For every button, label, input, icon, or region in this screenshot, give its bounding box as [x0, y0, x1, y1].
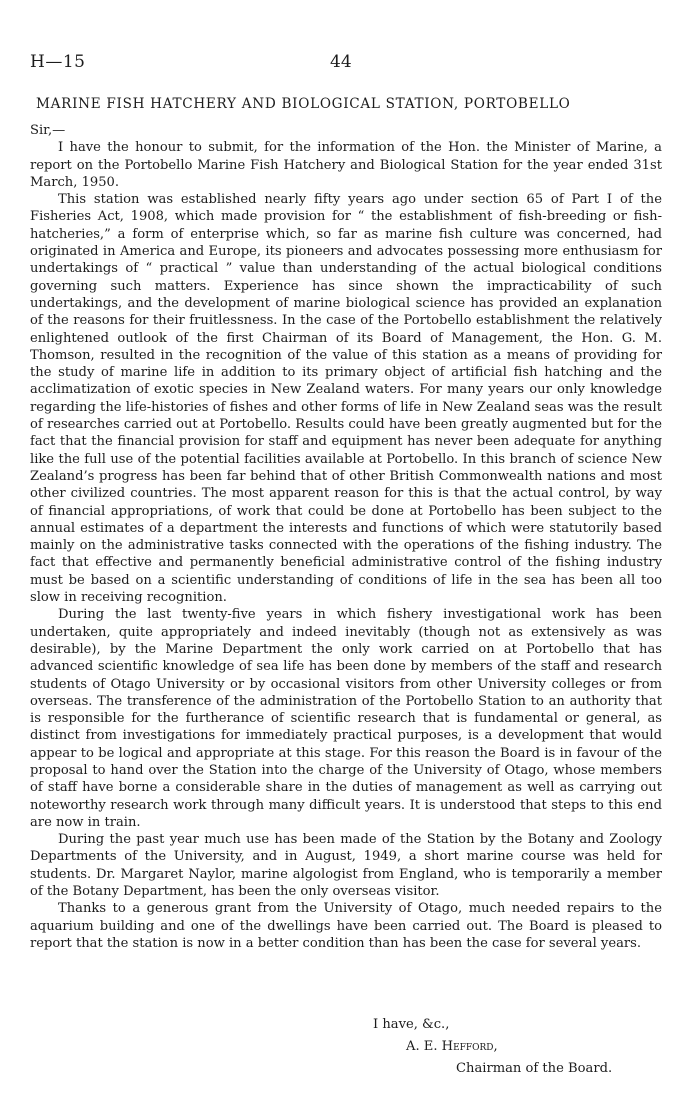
paragraph: This station was established nearly fifty years ago under section 65 of Part I of the Fisheries Act, 1908, which made provision for “ the establishment of fish-breeding or fish-hatcheries,” a form of enterprise which, so far as marine fish culture was concerned, had originated in America and Europe, its pioneers and advocates possessing more enthusiasm for undertakings of “ practical ” value than understanding of the actual biological conditions governing such matters. Experience has since shown the impracticability of such undertakings, and the development of marine biological science has provided an explanation of the reasons for their fruitlessness. In the case of the Portobello establishment the relatively enlightened outlook of the first Chairman of its Board of Management, the Hon. G. M. Thomson, resulted in the recognition of the value of this station as a means of providing for the study of marine life in addition to its primary object of artificial fish hatching and the acclimatization of exotic species in New Zealand waters. For many years our only knowledge regarding the life-histories of fishes and other forms of life in New Zealand seas was the result of researches carried out at Portobello. Results could have been greatly augmented but for the fact that the financial provision for staff and equipment has never been adequate for anything like the full use of the potential facilities available at Portobello. In this branch of science New Zealand’s progress has been far behind that of other British Commonwealth nations and most other civilized countries. The most apparent reason for this is that the actual control, by way of financial appropriations, of work that could be done at Portobello has been subject to the annual estimates of a department the interests and functions of which were statutorily based mainly on the administrative tasks connected with the operations of the fishing industry. The fact that effective and permanently beneficial administrative control of the fishing industry must be based on a scientific understanding of conditions of life in the sea has been all too slow in receiving recognition. [30, 192, 662, 606]
page-number: 44 [330, 52, 352, 72]
page-reference: H—15 [30, 52, 86, 72]
paragraph: I have the honour to submit, for the information of the Hon. the Minister of Marine, a report on the Portobello Marine Fish Hatchery and Biological Station for the year ended 31st March, 1950. [30, 140, 662, 190]
paragraph: Thanks to a generous grant from the University of Otago, much needed repairs to the aquarium building and one of the dwellings have been carried out. The Board is pleased to report that the station is now in a better condition than has been the case for several years. [30, 901, 662, 951]
paragraph: During the past year much use has been made of the Station by the Botany and Zoology Departments of the University, and in August, 1949, a short marine course was held for students. Dr. Margaret Naylor, marine algologist from England, who is temporarily a member of the Botany Department, has been the only overseas visitor. [30, 832, 662, 900]
closing-line: I have, &c., [373, 1017, 450, 1032]
signatory-name: A. E. Hefford, [406, 1039, 498, 1054]
report-title: MARINE FISH HATCHERY AND BIOLOGICAL STATION, PORTOBELLO [36, 96, 571, 112]
report-body [30, 122, 662, 952]
signatory-position: Chairman of the Board. [456, 1061, 613, 1076]
paragraph: During the last twenty-five years in which fishery investigational work has been undertaken, quite appropriately and indeed inevitably (though not as extensively as was desirable), by the Marine Department the only work carried on at Portobello that has advanced scientific knowledge of sea life has been done by members of the staff and research students of Otago University or by occasional visitors from other University colleges or from overseas. The transference of the administration of the Portobello Station to an authority that is responsible for the furtherance of scientific research that is fundamental or general, as distinct from investigations for immediately practical purposes, is a development that would appear to be logical and appropriate at this stage. For this reason the Board is in favour of the proposal to hand over the Station into the charge of the University of Otago, whose members of staff have borne a considerable share in the duties of management as well as carrying out noteworthy research work through many difficult years. It is understood that steps to this end are now in train. [30, 607, 662, 830]
salutation: Sir,— [30, 123, 66, 138]
